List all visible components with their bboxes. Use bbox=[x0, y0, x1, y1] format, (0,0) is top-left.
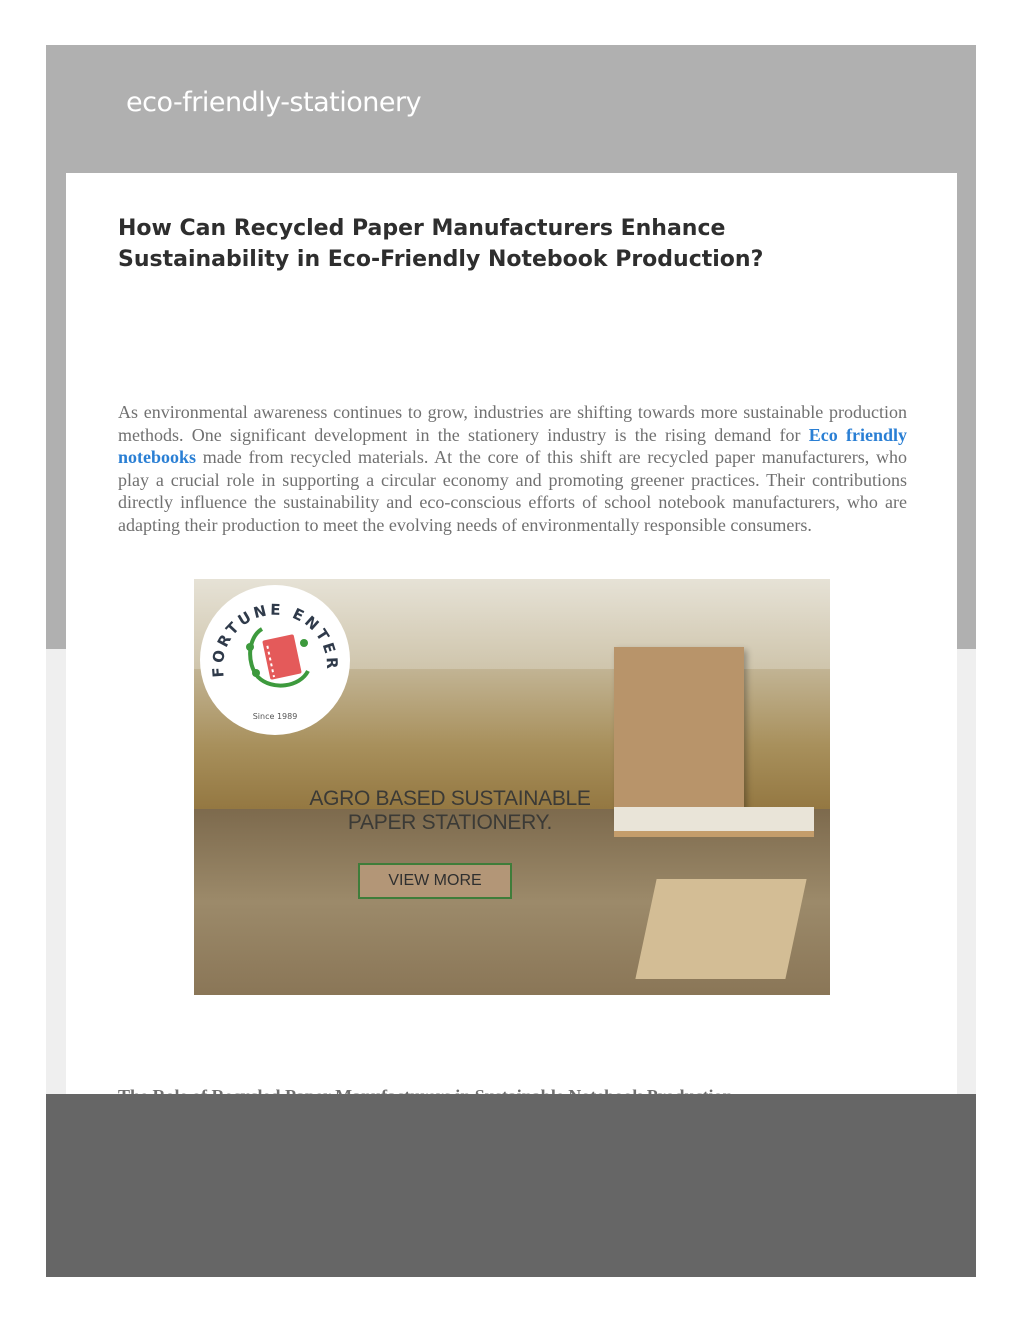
open-notebook-image bbox=[635, 879, 806, 979]
intro-text-after: made from recycled materials. At the core of this shift are recycled paper manufacturers, who play a crucial role in supporting a circular economy and promoting greener practices. Their contributions directly influence the sustainability and eco-conscious efforts of school notebook manufacturers, who are adapting their production to meet the evolving needs of environmentally responsible consumers. bbox=[118, 447, 907, 535]
footer-band bbox=[46, 1094, 976, 1277]
post-intro bbox=[118, 401, 907, 537]
kraft-notebook-image bbox=[614, 647, 744, 819]
intro-text-before: As environmental awareness continues to grow, industries are shifting towards more sustainable production methods. One significant development in the stationery industry is the rising demand for bbox=[118, 402, 907, 445]
logo-name: FORTUNE ENTER bbox=[208, 600, 342, 679]
view-more-button[interactable]: VIEW MORE bbox=[358, 863, 512, 899]
logo-tagline: Since 1989 bbox=[252, 712, 298, 721]
page-frame bbox=[46, 45, 976, 1277]
hero-image[interactable] bbox=[194, 579, 830, 995]
logo-graphic-icon bbox=[200, 585, 350, 735]
hero-headline-line2: PAPER STATIONERY. bbox=[347, 811, 553, 834]
fortune-enterprises-logo bbox=[200, 585, 350, 735]
post-card bbox=[66, 173, 957, 1103]
hero-headline-line1: AGRO BASED SUSTAINABLE bbox=[309, 787, 591, 810]
hero-headline bbox=[290, 787, 610, 835]
site-title[interactable]: eco-friendly-stationery bbox=[126, 87, 422, 118]
post-title: How Can Recycled Paper Manufacturers Enhance Sustainability in Eco-Friendly Notebook Production? bbox=[118, 216, 764, 272]
section-heading bbox=[118, 1085, 898, 1094]
notebook-stack-image bbox=[614, 807, 814, 837]
eco-notebooks-link[interactable]: Eco friendly notebooks bbox=[118, 424, 908, 468]
